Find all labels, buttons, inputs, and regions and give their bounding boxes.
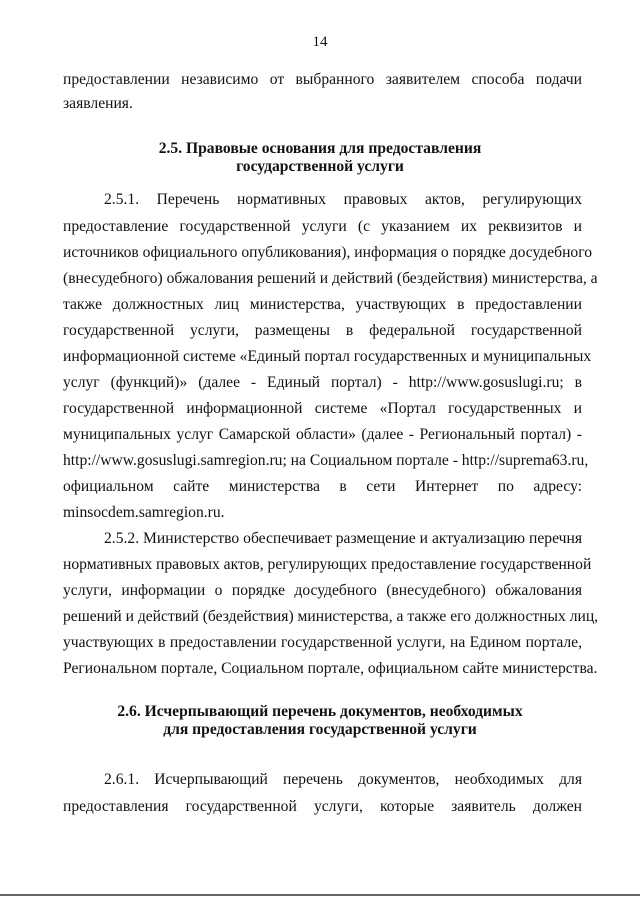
paragraph-2-5-2-line: нормативных правовых актов, регулирующих предоставление государственной [63, 556, 592, 573]
paragraph-2-5-1-line: предоставление государственной услуги (с указанием их реквизитов и [63, 218, 582, 235]
paragraph-2-5-1-line: официальном сайте министерства в сети Интернет по адресу: [63, 478, 582, 495]
section-2-6-heading-line-2: для предоставления государственной услуги [163, 721, 477, 738]
paragraph-2-5-2-line: 2.5.2. Министерство обеспечивает размещение и актуализацию перечня [104, 530, 582, 547]
section-2-6-heading-line-1: 2.6. Исчерпывающий перечень документов, необходимых [117, 703, 523, 720]
paragraph-2-5-2-line: Региональном портале, Социальном портале, официальном сайте министерства. [63, 660, 598, 677]
page-number: 14 [312, 34, 328, 50]
paragraph-2-6-1-line: 2.6.1. Исчерпывающий перечень документов, необходимых для [104, 771, 582, 788]
bottom-rule [0, 894, 640, 896]
paragraph-2-5-1-line: 2.5.1. Перечень нормативных правовых актов, регулирующих [104, 191, 582, 208]
intro-line-1: предоставлении независимо от выбранного заявителем способа подачи [63, 71, 582, 88]
paragraph-2-5-1-line: государственной услуги, размещены в федеральной государственной [63, 322, 582, 339]
paragraph-2-5-1-line: информационной системе «Единый портал государственных и муниципальных [63, 348, 592, 365]
paragraph-2-5-1-line: также должностных лиц министерства, участвующих в предоставлении [63, 296, 582, 313]
paragraph-2-5-2-line: участвующих в предоставлении государственной услуги, на Едином портале, [63, 634, 582, 651]
paragraph-2-5-2-line: услуги, информации о порядке досудебного (внесудебного) обжалования [63, 582, 582, 599]
section-2-5-heading-line-1: 2.5. Правовые основания для предоставления [158, 140, 482, 157]
paragraph-2-6-1-line: предоставления государственной услуги, которые заявитель должен [63, 798, 582, 815]
paragraph-2-5-1-line: государственной информационной системе «Портал государственных и [63, 400, 582, 417]
paragraph-2-5-1-line: http://www.gosuslugi.samregion.ru; на Социальном портале - http://suprema63.ru, [63, 452, 589, 469]
section-2-5-heading-line-2: государственной услуги [236, 158, 404, 175]
paragraph-2-5-1-line: муниципальных услуг Самарской области» (далее - Региональный портал) - [63, 426, 582, 443]
paragraph-2-5-1-line: источников официального опубликования), информация о порядке досудебного [63, 244, 593, 261]
intro-line-2: заявления. [63, 95, 133, 112]
paragraph-2-5-1-line: minsocdem.samregion.ru. [63, 504, 225, 521]
paragraph-2-5-1-line: услуг (функций)» (далее - Единый портал) - http://www.gosuslugi.ru; в [63, 374, 582, 391]
paragraph-2-5-2-line: решений и действий (бездействия) министерства, а также его должностных лиц, [63, 608, 599, 625]
paragraph-2-5-1-line: (внесудебного) обжалования решений и действий (бездействия) министерства, а [63, 270, 598, 287]
